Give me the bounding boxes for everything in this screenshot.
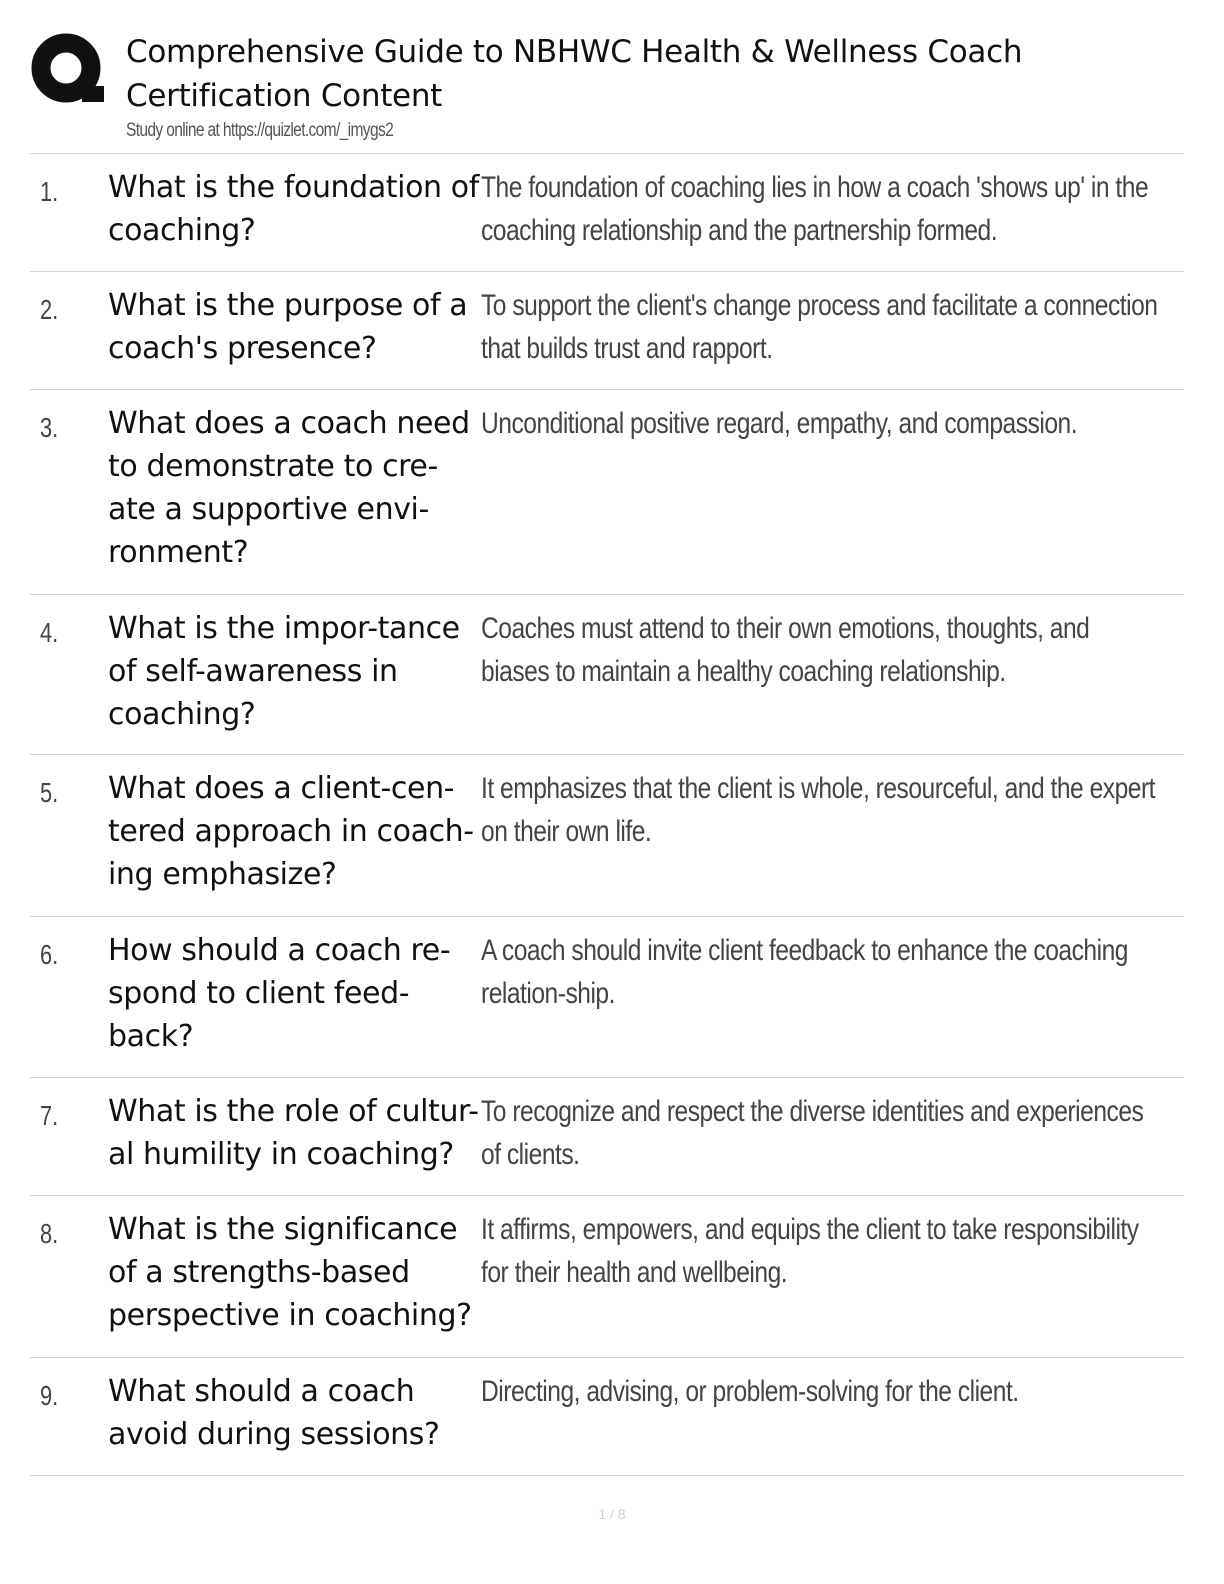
card-number: 6. [40,939,59,970]
card-number: 9. [40,1380,59,1411]
card-number: 1. [40,176,59,207]
flashcard-row [30,1358,1184,1476]
quizlet-q-logo-icon [30,32,106,108]
flashcard-row [30,1078,1184,1196]
card-number: 3. [40,412,59,443]
flashcard-row [30,1196,1184,1358]
card-definition: To recognize and respect the diverse identities and experiences of clients. [481,1095,1144,1171]
card-number: 5. [40,777,59,808]
flashcard-list [30,154,1184,1476]
card-term: How should a coach re-spond to client feed-back? [108,933,451,1054]
card-term: What is the significance of a strengths-based perspective in coaching? [108,1212,472,1333]
card-term: What is the impor-tance of self-awareness in coaching? [108,611,460,732]
card-term: What should a coach avoid during sessions? [108,1374,440,1452]
flashcard-row [30,390,1184,595]
card-definition: Coaches must attend to their own emotions, thoughts, and biases to maintain a healthy coaching relationship. [481,612,1090,688]
card-number: 2. [40,294,59,325]
card-term: What is the role of cultur-al humility in coaching? [108,1094,479,1172]
page-number: 1 / 8 [598,1506,626,1522]
card-definition: The foundation of coaching lies in how a coach 'shows up' in the coaching relationship and the partnership formed. [481,171,1149,247]
flashcard-row [30,272,1184,390]
card-definition: It emphasizes that the client is whole, resourceful, and the expert on their own life. [481,772,1155,848]
card-number: 8. [40,1218,59,1249]
card-definition: A coach should invite client feedback to enhance the coaching relation-ship. [481,934,1128,1010]
page-title: Comprehensive Guide to NBHWC Health & Wellness Coach Certification Content [126,34,1023,114]
card-number: 4. [40,617,59,648]
card-definition: To support the client's change process and facilitate a connection that builds trust and rapport. [481,289,1158,365]
card-term: What does a coach need to demonstrate to cre-ate a supportive envi-ronment? [108,406,470,570]
card-term: What is the purpose of a coach's presence? [108,288,468,366]
card-definition: It affirms, empowers, and equips the client to take responsibility for their health and wellbeing. [481,1213,1139,1289]
card-definition: Directing, advising, or problem-solving for the client. [481,1375,1019,1408]
study-online-link[interactable]: Study online at https://quizlet.com/_imygs2 [126,120,394,141]
card-number: 7. [40,1100,59,1131]
card-definition: Unconditional positive regard, empathy, and compassion. [481,407,1078,440]
card-term: What does a client-cen-tered approach in coach-ing emphasize? [108,771,474,892]
flashcard-row [30,154,1184,272]
flashcard-row [30,755,1184,917]
card-term: What is the foundation of coaching? [108,170,479,248]
flashcard-row [30,595,1184,755]
flashcard-row [30,917,1184,1078]
